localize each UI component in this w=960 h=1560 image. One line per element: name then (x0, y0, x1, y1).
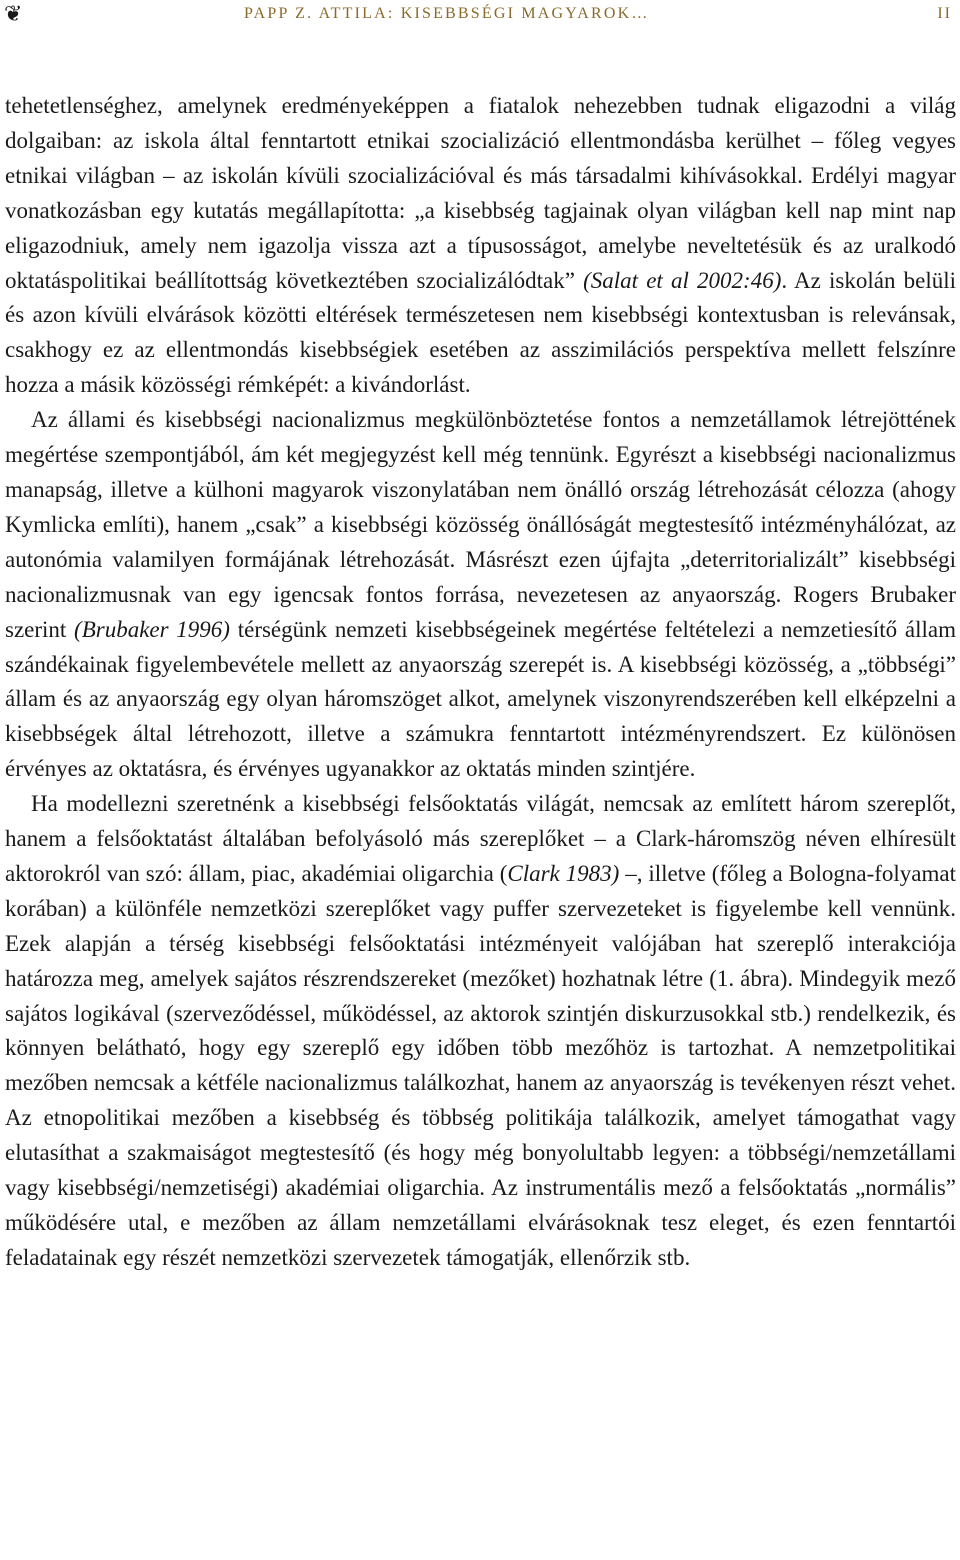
citation-clark: Clark 1983) (507, 860, 620, 886)
text-run: Ha modellezni szeretnénk a kisebbségi felsőoktatás világát, nemcsak az említett három szereplőt, hanem a felsőoktatást általában befolyásoló más szereplőket – a Clark-háromszög néven elhíresült aktorokról van szó: állam, piac, akadémiai oligarchia ( (5, 791, 956, 886)
running-header (0, 0, 960, 32)
page-number: II (937, 5, 952, 22)
running-head-title: PAPP Z. ATTILA: KISEBBSÉGI MAGYAROK… (244, 5, 650, 22)
paragraph-2 (5, 403, 956, 787)
paragraph-3 (5, 787, 956, 1276)
paragraph-1 (5, 89, 956, 403)
floral-ornament-icon: ❦ (4, 1, 23, 26)
text-run: . Az iskolán belüli és azon kívüli elvárások közötti eltérések természetesen nem kisebbségi kontextusban is relevánsak, csakhogy ez az ellentmondás kisebbségiek esetében az asszimilációs perspektíva mellett felszínre hozza a másik közösségi rémképét: a kivándorlást. (5, 267, 956, 398)
text-run: tehetetlenséghez, amelynek eredményeképpen a fiatalok nehezebben tudnak eligazodni a világ dolgaiban: az iskola által fenntartott etnikai szocializáció ellentmondásba kerülhet – főleg vegyes etnikai világban – az iskolán kívüli szocializációval és más társadalmi kihívásokkal. Erdélyi magyar vonatkozásban egy kutatás megállapította: „a kisebbség tagjainak olyan világban kell nap mint nap eligazodniuk, amely nem igazolja vissza azt a típusosságot, amelybe neveltetésük és az uralkodó oktatáspolitikai beállítottság következtében szocializálódtak” (5, 93, 956, 293)
text-run: –, illetve (főleg a Bologna-folyamat korában) a különféle nemzetközi szereplőket vagy puffer szervezeteket is figyelembe kell vennünk. Ezek alapján a térség kisebbségi felsőoktatási intézményeit valójában hat szereplő interakciója határozza meg, amelyek sajátos részrendszereket (mezőket) hozhatnak létre (1. ábra). Mindegyik mező sajátos logikával (szerveződéssel, működéssel, az aktorok szintjén diskurzusokkal stb.) rendelkezik, és könnyen belátható, hogy egy szereplő egy időben több mezőhöz is tartozhat. A nemzetpolitikai mezőben nemcsak a kétféle nacionalizmus találkozhat, hanem az anyaország is tevékenyen részt vehet. Az etnopolitikai mezőben a kisebbség és többség politikája találkozik, amelyet támogathat vagy elutasíthat a szakmaiságot megtestesítő (és hogy még bonyolultabb legyen: a többségi/nemzetállami vagy kisebbségi/nemzetiségi) akadémiai oligarchia. Az instrumentális mező a felsőoktatás „normális” működésére utal, e mezőben az állam nemzetállami elvárásoknak tesz eleget, és ezen fenntartói feladatainak egy részét nemzetközi szervezetek támogatják, ellenőrzik stb. (5, 860, 956, 1270)
citation-salat: (Salat et al 2002:46) (583, 267, 782, 293)
text-run: térségünk nemzeti kisebbségeinek megértése feltételezi a nemzetiesítő állam szándékainak figyelembevétele mellett az anyaország szerepét is. A kisebbségi közösség, a „többségi” állam és az anyaország egy olyan háromszöget alkot, amelynek viszonyrendszerében kell elképzelni a kisebbségek által létrehozott, illetve a számukra fenntartott intézményrendszert. Ez különösen érvényes az oktatásra, és érvényes ugyanakkor az oktatás minden szintjére. (5, 616, 957, 782)
citation-brubaker: (Brubaker 1996) (74, 616, 230, 642)
body-text (5, 89, 956, 1276)
text-run: Az állami és kisebbségi nacionalizmus megkülönböztetése fontos a nemzetállamok létrejöttének megértése szempontjából, ám két megjegyzést kell még tennünk. Egyrészt a kisebbségi nacionalizmus manapság, illetve a külhoni magyarok viszonylatában nem önálló ország létrehozását célozza (ahogy Kymlicka említi), hanem „csak” a kisebbségi közösség önállóságát megtestesítő intézményhálózat, az autonómia valamilyen formájának létrehozását. Másrészt ezen újfajta „deterritorializált” kisebbségi nacionalizmusnak van egy igencsak fontos forrása, nevezetesen az anyaország. Rogers Brubaker szerint (5, 407, 956, 642)
